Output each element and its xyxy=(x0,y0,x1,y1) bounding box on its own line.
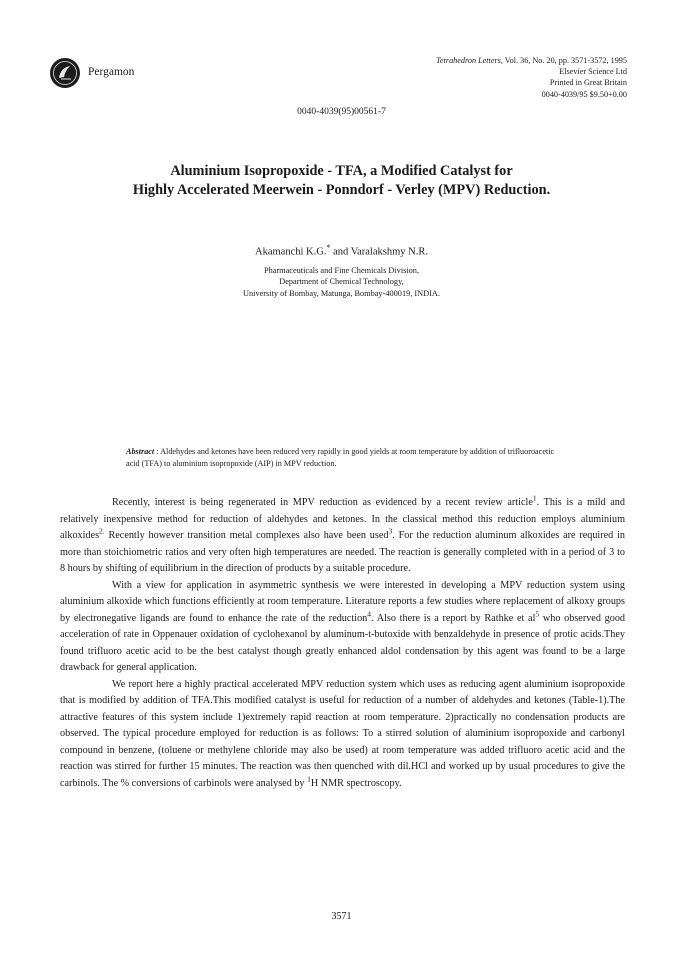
nmr-superscript: 1 xyxy=(307,774,311,784)
text-run: who observed good acceleration of rate in Oppenauer oxidation of cyclohexanol by aluminum-t-butoxide with benzaldehyde in presence of protic acids.They found trifluoro acetic acid to be the best catalyst though greatly enhanced aldol condensation by this agent was found to be a large drawback for general application. xyxy=(60,612,626,673)
abstract xyxy=(126,446,566,469)
author-1: Akamanchi K.G. xyxy=(255,246,327,258)
article-title xyxy=(0,162,683,200)
page-number: 3571 xyxy=(331,911,352,922)
article-body xyxy=(60,495,625,792)
journal-price-line: 0040-4039/95 $9.50+0.00 xyxy=(541,89,627,99)
article-pii: 0040-4039(95)00561-7 xyxy=(297,107,386,117)
journal-name: Tetrahedron Letters xyxy=(436,56,501,65)
journal-citation: , Vol. 36, No. 20, pp. 3571-3572, 1995 xyxy=(500,56,627,65)
paragraph-1 xyxy=(60,495,625,578)
reference-marker: 1 xyxy=(532,493,537,503)
journal-publisher-line: Elsevier Science Ltd xyxy=(559,67,627,77)
affiliation-line-1: Pharmaceuticals and Fine Chemicals Division, xyxy=(263,266,420,275)
corresponding-author-mark: * xyxy=(326,243,331,252)
title-line-1: Aluminium Isopropoxide - TFA, a Modified Catalyst for xyxy=(170,163,513,179)
paragraph-2 xyxy=(60,578,625,677)
author-2: and Varalakshmy N.R. xyxy=(330,246,428,258)
text-run: . This is a mild and relatively inexpensive method for reduction of aldehydes and ketones. In the classical method this reduction employs aluminium alkoxides xyxy=(60,497,625,541)
text-run: . For the reduction aluminum alkoxides are required in more than stoichiometric ratios and very often high temperatures are needed. The reaction is generally completed with in a period of 3 to 8 hours by shifting of equilibrium in the direction of products by a suitable procedure. xyxy=(60,530,625,574)
reference-marker: 5 xyxy=(535,609,540,619)
reference-marker: 2. xyxy=(99,526,105,536)
text-run: We report here a highly practical accelerated MPV reduction system which uses as reducing agent aluminium isopropoxide that is modified by addition of TFA.This modified catalyst is useful for reduction of a number of aldehydes and ketones (Table-1).The attractive features of this system include 1)extremely rapid reaction at room temperature. 2)practically no condensation products are observed. The typical procedure employed for reduction is as follows: To a stirred solution of aluminium isopropoxide and carbonyl compound in benzene, (toluene or methylene chloride may also be used) at room temperature was added trifluoro acetic acid and the reaction was stirred for further 15 minutes. The reaction was then quenched with dil.HCl and worked up by usual procedures to give the carbinols. The % conversions of carbinols were analysed by xyxy=(60,678,625,789)
text-run: H NMR spectroscopy. xyxy=(310,777,402,789)
title-line-2: Highly Accelerated Meerwein - Ponndorf - Verley (MPV) Reduction. xyxy=(132,182,551,198)
affiliation-line-3: University of Bombay, Matunga, Bombay-400019, INDIA. xyxy=(243,288,440,298)
publisher-name: Pergamon xyxy=(88,66,135,78)
reference-marker: 3 xyxy=(388,526,393,536)
journal-info xyxy=(327,55,627,100)
publisher-logo-icon xyxy=(50,58,80,88)
abstract-text: : Aldehydes and ketones have been reduced very rapidly in good yields at room temperature by addition of trifluoroacetic acid (TFA) to aluminium isopropoxide (AIP) in MPV reduction. xyxy=(126,447,555,468)
author-list xyxy=(0,243,683,258)
text-run: Recently, interest is being regenerated in MPV reduction as evidenced by a recent review article xyxy=(112,497,533,508)
text-run: . Also there is a report by Rathke et al xyxy=(371,612,536,624)
text-run: With a view for application in asymmetric synthesis we were interested in developing a MPV reduction system using aluminium alkoxide which functions efficiently at room temperature. Literature reports a few studies where replacement of alkoxy groups by electronegative ligands are found to enhance the rate of the reduction xyxy=(60,579,625,624)
abstract-label: Abstract xyxy=(126,447,155,456)
journal-printed-line: Printed in Great Britain xyxy=(549,78,627,88)
journal-citation-line xyxy=(327,55,627,66)
affiliation xyxy=(0,265,683,299)
affiliation-line-2: Department of Chemical Technology, xyxy=(279,277,404,287)
reference-marker: 4 xyxy=(367,609,372,619)
paragraph-3 xyxy=(60,677,625,793)
text-run: Recently however transition metal complexes also have been used xyxy=(104,530,389,541)
